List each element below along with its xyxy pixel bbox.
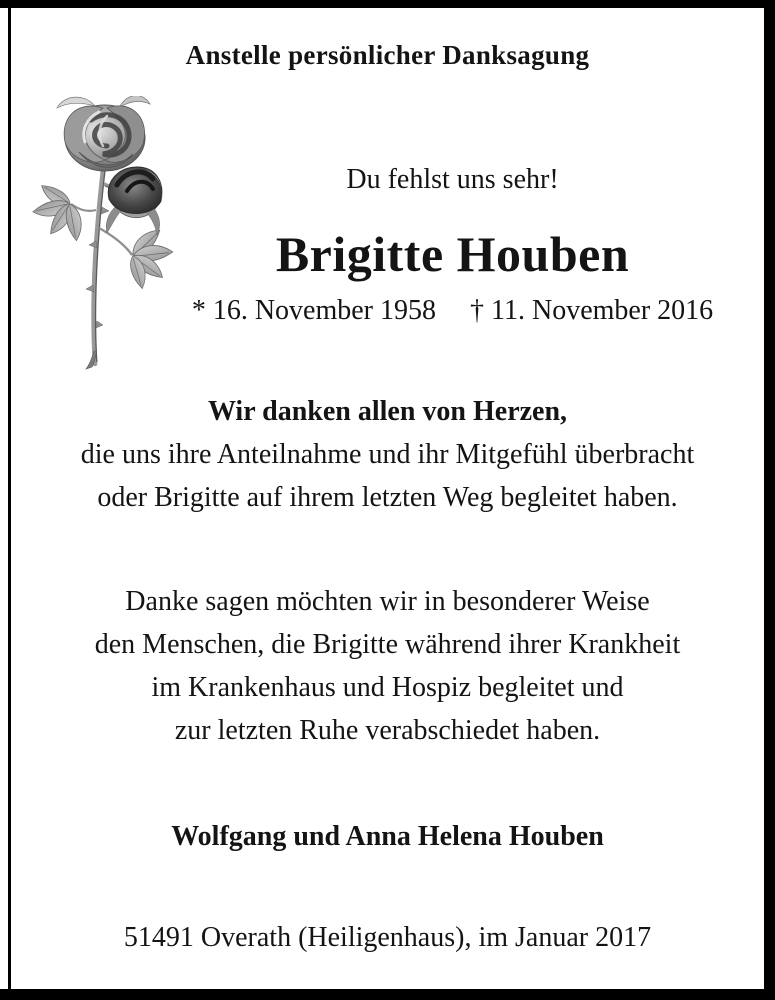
special-thanks-line-4: zur letzten Ruhe verabschiedet haben. — [174, 715, 601, 746]
frame-bottom-edge — [0, 989, 775, 1000]
missing-you-line: Du fehlst uns sehr! — [346, 164, 559, 195]
special-thanks-line-1: Danke sagen möchten wir in besonderer Weise — [125, 586, 650, 617]
thanks-block — [0, 390, 775, 519]
special-thanks-line-3: im Krankenhaus und Hospiz begleitet und — [151, 672, 624, 703]
frame-top-edge — [0, 0, 775, 8]
special-thanks-line-2: den Menschen, die Brigitte während ihrer Krankheit — [94, 629, 681, 660]
name-block — [130, 158, 775, 332]
place-and-date: 51491 Overath (Heiligenhaus), im Januar 2017 — [123, 922, 652, 953]
thanks-line-1: die uns ihre Anteilnahme und ihr Mitgefühl überbracht — [80, 439, 695, 470]
life-dates — [130, 289, 775, 332]
birth-date: * 16. November 1958 — [191, 295, 437, 326]
left-leaves — [33, 178, 82, 240]
family-signature: Wolfgang und Anna Helena Houben — [171, 821, 604, 852]
death-date: † 11. November 2016 — [470, 295, 714, 326]
deceased-name: Brigitte Houben — [275, 226, 630, 282]
special-thanks-block — [0, 580, 775, 752]
thanks-heading: Wir danken allen von Herzen, — [207, 396, 568, 427]
thanks-line-2: oder Brigitte auf ihrem letzten Weg begleitet haben. — [97, 482, 678, 513]
notice-header: Anstelle persönlicher Danksagung — [185, 40, 590, 70]
